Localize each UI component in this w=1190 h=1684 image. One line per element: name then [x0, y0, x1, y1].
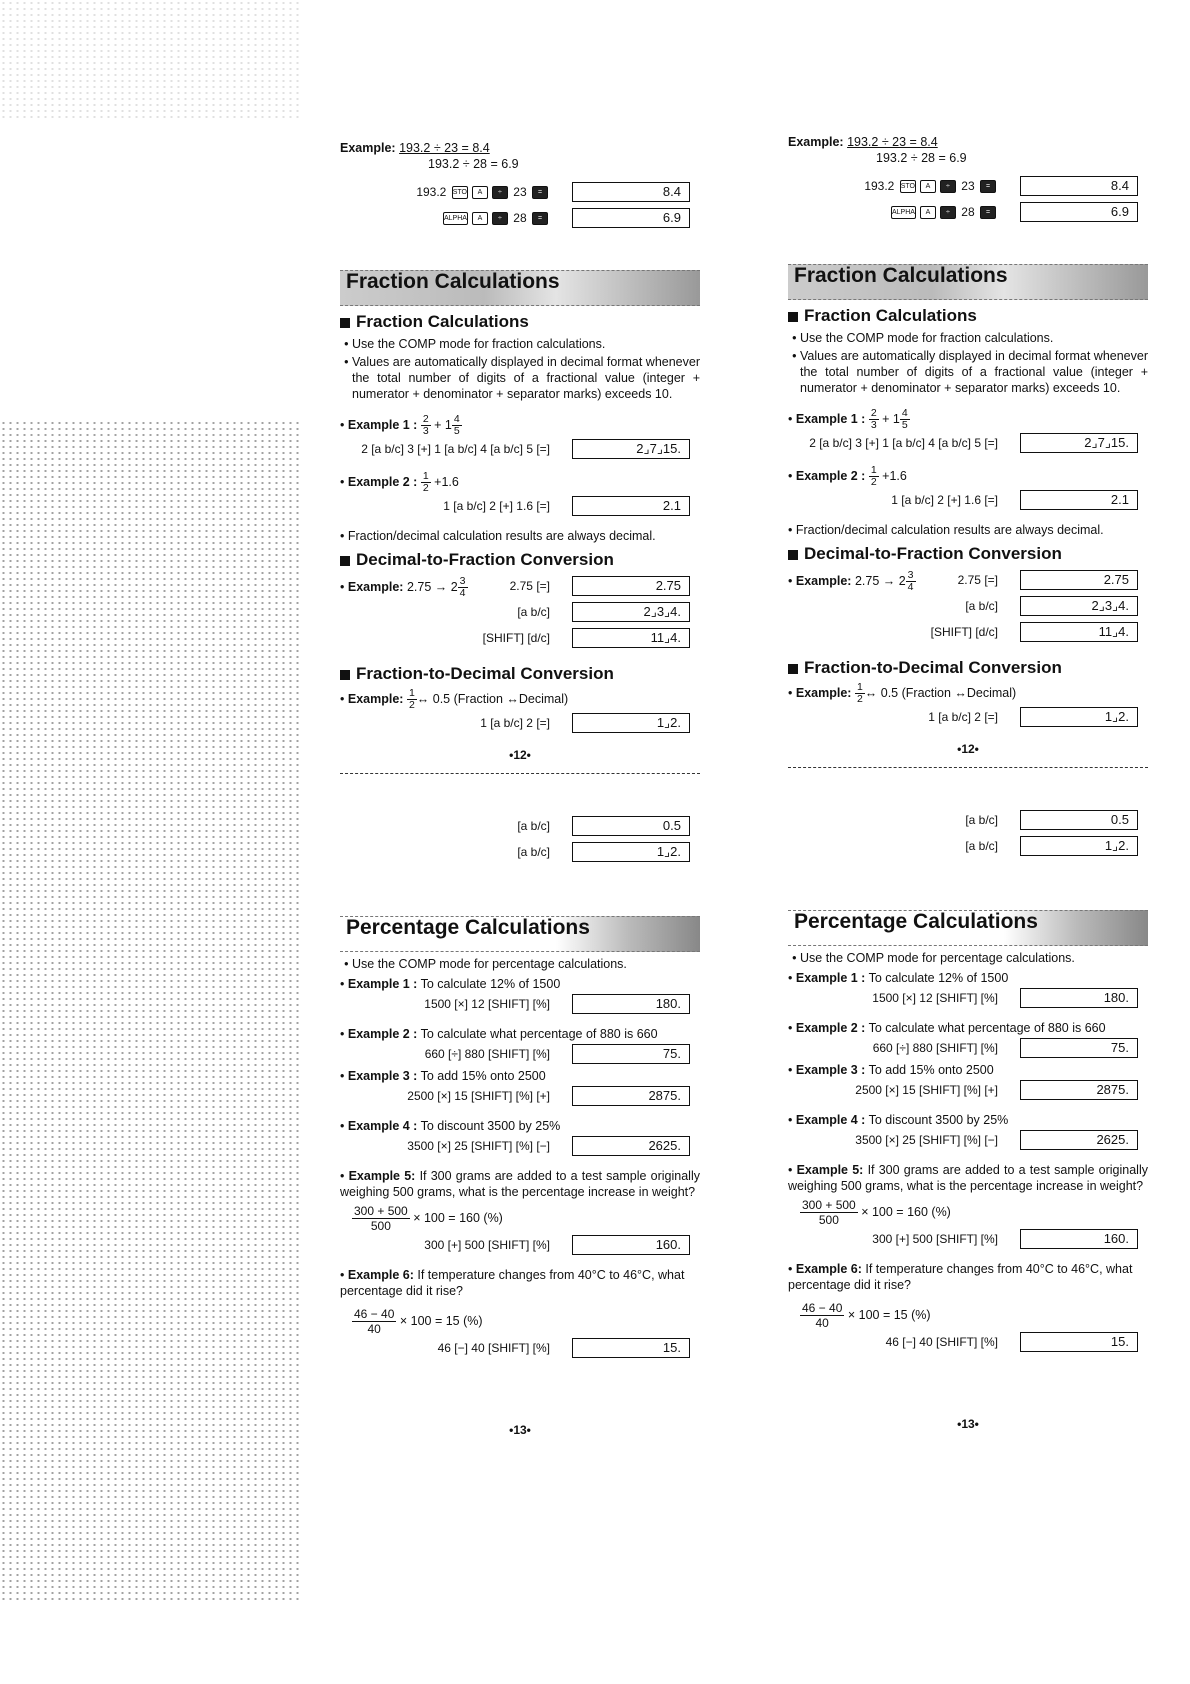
bullet-list [340, 956, 700, 972]
display: 2.1 [1020, 490, 1138, 510]
key-row: [SHIFT] [d/c] 11⌟4. [788, 620, 1148, 646]
key-row: 1 [a b/c] 2 [+] 1.6 [=] 2.1 [788, 488, 1148, 514]
example-1: • Example 1 : $\frac{2}{3}$ + 1 $\frac{4}{5}$ [340, 413, 460, 437]
key-sequence: [a b/c] [517, 845, 550, 859]
key-row [340, 494, 700, 520]
formula: $\frac{46 - 40}{40}$ × 100 = 15 (%) [802, 1301, 931, 1330]
key-row [340, 180, 700, 206]
equals-key: = [980, 180, 996, 193]
key-row: 1500 [×] 12 [SHIFT] [%] 180. [788, 986, 1148, 1012]
top-example: Example: 193.2 ÷ 23 = 8.4 193.2 ÷ 28 = 6.9 193.2 STO A ÷ 23 = 8.4 ALPHA A ÷ 28 = 6.9 [788, 134, 1148, 226]
page-number: •13• [957, 1417, 979, 1431]
display: 160. [572, 1235, 690, 1255]
scan-noise-left [0, 420, 300, 1600]
key-row: 3500 [×] 25 [SHIFT] [%] [−] 2625. [788, 1128, 1148, 1154]
key-row [340, 814, 700, 840]
key-row [340, 1233, 700, 1259]
display: 75. [572, 1044, 690, 1064]
key-sequence: 300 [+] 500 [SHIFT] [%] [424, 1238, 550, 1252]
example-2: • Example 2 : To calculate what percentage of 880 is 660 [340, 1027, 658, 1041]
fraction: $\frac{1}{2}$ [422, 470, 429, 494]
bullet-item: • Use the COMP mode for fraction calculations. [800, 330, 1148, 346]
fraction: $\frac{4}{5}$ [453, 413, 460, 437]
bullet-list [788, 950, 1148, 966]
key-sequence: 2.75 [=] [509, 579, 550, 593]
fraction: $\frac{1}{2}$ [408, 687, 415, 711]
key-sequence: 2 [a b/c] 3 [+] 1 [a b/c] 4 [a b/c] 5 [=] [361, 442, 550, 456]
bullet-item: • Use the COMP mode for percentage calculations. [800, 950, 1148, 966]
key-sequence: [a b/c] [517, 605, 550, 619]
display: 11⌟4. [572, 628, 690, 648]
key-row [340, 626, 700, 652]
page-number: •13• [509, 1423, 531, 1437]
divide-key: ÷ [492, 212, 508, 225]
key-row [340, 600, 700, 626]
display: 0.5 [572, 816, 690, 836]
example-4: • Example 4 : To discount 3500 by 25% [788, 1113, 1009, 1127]
display: 2.75 [1020, 570, 1138, 590]
section-banner: Fraction Calculations [340, 270, 700, 306]
example-label: Example: [340, 141, 396, 155]
display: 2625. [572, 1136, 690, 1156]
example-2: • Example 2 : $\frac{1}{2}$ +1.6 [340, 470, 459, 494]
display: 15. [572, 1338, 690, 1358]
fraction: $\frac{2}{3}$ [422, 413, 429, 437]
section-heading: Decimal-to-Fraction Conversion [340, 552, 700, 568]
key-row: 2 [a b/c] 3 [+] 1 [a b/c] 4 [a b/c] 5 [=] 2⌟7⌟15. [788, 431, 1148, 457]
example-1: • Example 1 : $\frac{2}{3}$ + 1 $\frac{4}{5}$ [788, 407, 908, 431]
divide-key: ÷ [940, 206, 956, 219]
display: 0.5 [1020, 810, 1138, 830]
sto-key: STO [452, 186, 468, 199]
key-sequence: 660 [÷] 880 [SHIFT] [%] [424, 1047, 550, 1061]
key-row [340, 992, 700, 1018]
example-3: • Example 3 : To add 15% onto 2500 [340, 1069, 546, 1083]
key-sequence: 1 [a b/c] 2 [+] 1.6 [=] [443, 499, 550, 513]
display: 180. [572, 994, 690, 1014]
section-heading: Decimal-to-Fraction Conversion [788, 546, 1148, 562]
key-row: 46 [−] 40 [SHIFT] [%] 15. [788, 1330, 1148, 1356]
key-row [340, 840, 700, 866]
key-row: 300 [+] 500 [SHIFT] [%] 160. [788, 1227, 1148, 1253]
section-banner: Fraction Calculations [788, 264, 1148, 300]
example-5: • Example 5: If 300 grams are added to a test sample originally weighing 500 grams, what is the percentage increase in weight? [788, 1163, 1148, 1193]
key-row [340, 1042, 700, 1068]
example-1: • Example 1 : To calculate 12% of 1500 [788, 971, 1009, 985]
display: 11⌟4. [1020, 622, 1138, 642]
divide-key: ÷ [492, 186, 508, 199]
display: 1⌟2. [1020, 707, 1138, 727]
equals-key: = [980, 206, 996, 219]
divide-key: ÷ [940, 180, 956, 193]
display: 2⌟7⌟15. [1020, 433, 1138, 453]
key-sequence: 1 [a b/c] 2 [=] [480, 716, 550, 730]
example-6: • Example 6: If temperature changes from 40°C to 46°C, what percentage did it rise? [788, 1262, 1133, 1292]
a-key: A [472, 212, 488, 225]
key-sequence: [a b/c] [517, 819, 550, 833]
bullet-list [788, 330, 1148, 396]
key-row [340, 437, 700, 463]
page-number: •12• [509, 748, 531, 762]
key-row: • Example: 2.75 → 2 $\frac{3}{4}$ 2.75 [=] 2.75 [788, 568, 1148, 594]
formula: $\frac{300 + 500}{500}$ × 100 = 160 (%) [354, 1204, 503, 1233]
right-column [788, 134, 1148, 1432]
section-heading: Fraction-to-Decimal Conversion [788, 660, 1148, 676]
example-4: • Example 4 : To discount 3500 by 25% [340, 1119, 561, 1133]
bullet-list [340, 336, 700, 402]
key-row [340, 206, 700, 232]
example-2: • Example 2 : $\frac{1}{2}$ +1.6 [788, 464, 907, 488]
key-row: [a b/c] 1⌟2. [788, 834, 1148, 860]
display: 2.75 [572, 576, 690, 596]
example: • Example: $\frac{1}{2}$ ↔ 0.5 (Fraction ↔Decimal) [788, 681, 1017, 705]
example-1: • Example 1 : To calculate 12% of 1500 [340, 977, 561, 991]
section-heading: Fraction Calculations [788, 308, 1148, 324]
display: 1⌟2. [1020, 836, 1138, 856]
example-line-1: 193.2 ÷ 23 = 8.4 [399, 141, 490, 155]
key-row [340, 1134, 700, 1160]
equals-key: = [532, 212, 548, 225]
fraction: $\frac{3}{4}$ [459, 575, 466, 599]
display: 6.9 [1020, 202, 1138, 222]
section-banner: Percentage Calculations [788, 910, 1148, 946]
display: 180. [1020, 988, 1138, 1008]
alpha-key: ALPHA [443, 212, 468, 225]
example: • Example: $\frac{1}{2}$ ↔ 0.5 (Fraction ↔Decimal) [340, 687, 569, 711]
scan-noise-top [0, 0, 300, 120]
key-row [340, 1336, 700, 1362]
display: 2875. [572, 1086, 690, 1106]
display: 2625. [1020, 1130, 1138, 1150]
key-sequence: [SHIFT] [d/c] [482, 631, 550, 645]
key-sequence: 46 [−] 40 [SHIFT] [%] [437, 1341, 550, 1355]
example-3: • Example 3 : To add 15% onto 2500 [788, 1063, 994, 1077]
key-sequence: 193.2 STO A ÷ 23 = [416, 184, 550, 200]
key-row: • Example: 2.75 → 2 $\frac{3}{4}$ 2.75 [=] 2.75 [340, 574, 700, 600]
example-2: • Example 2 : To calculate what percentage of 880 is 660 [788, 1021, 1106, 1035]
display: 2875. [1020, 1080, 1138, 1100]
formula: $\frac{300 + 500}{500}$ × 100 = 160 (%) [802, 1198, 951, 1227]
bullet-item: • Use the COMP mode for fraction calculations. [352, 336, 700, 352]
display: 75. [1020, 1038, 1138, 1058]
alpha-key: ALPHA [891, 206, 916, 219]
key-row: 1 [a b/c] 2 [=] 1⌟2. [788, 705, 1148, 731]
a-key: A [920, 180, 936, 193]
example-line-2: 193.2 ÷ 28 = 6.9 [428, 157, 519, 171]
sto-key: STO [900, 180, 916, 193]
bullet-item: • Values are automatically displayed in decimal format whenever the total number of digits of a fractional value (integer + numerator + denominator + separator marks) exceeds 10. [352, 354, 700, 402]
note: • Fraction/decimal calculation results are always decimal. [340, 529, 656, 543]
a-key: A [920, 206, 936, 219]
key-row: ALPHA A ÷ 28 = 6.9 [788, 200, 1148, 226]
section-heading: Fraction Calculations [340, 314, 700, 330]
key-sequence: 1500 [×] 12 [SHIFT] [%] [424, 997, 550, 1011]
page-number: •12• [957, 742, 979, 756]
left-column [340, 140, 700, 1438]
key-row: 660 [÷] 880 [SHIFT] [%] 75. [788, 1036, 1148, 1062]
display: 160. [1020, 1229, 1138, 1249]
key-row: [a b/c] 0.5 [788, 808, 1148, 834]
display: 8.4 [572, 182, 690, 202]
equals-key: = [532, 186, 548, 199]
display: 2⌟3⌟4. [572, 602, 690, 622]
display: 15. [1020, 1332, 1138, 1352]
display: 2.1 [572, 496, 690, 516]
key-sequence: ALPHA A ÷ 28 = [441, 210, 550, 226]
top-example [340, 140, 700, 232]
key-row: 193.2 STO A ÷ 23 = 8.4 [788, 174, 1148, 200]
bullet-item: • Use the COMP mode for percentage calculations. [352, 956, 700, 972]
note: • Fraction/decimal calculation results are always decimal. [788, 523, 1104, 537]
key-sequence: 3500 [×] 25 [SHIFT] [%] [−] [407, 1139, 550, 1153]
section-heading: Fraction-to-Decimal Conversion [340, 666, 700, 682]
display: 1⌟2. [572, 713, 690, 733]
key-sequence: 2500 [×] 15 [SHIFT] [%] [+] [407, 1089, 550, 1103]
display: 1⌟2. [572, 842, 690, 862]
display: 2⌟3⌟4. [1020, 596, 1138, 616]
display: 6.9 [572, 208, 690, 228]
section-banner: Percentage Calculations [340, 916, 700, 952]
key-row: [a b/c] 2⌟3⌟4. [788, 594, 1148, 620]
display: 2⌟7⌟15. [572, 439, 690, 459]
a-key: A [472, 186, 488, 199]
example-5: • Example 5: If 300 grams are added to a test sample originally weighing 500 grams, what is the percentage increase in weight? [340, 1169, 700, 1199]
key-row [340, 711, 700, 737]
example-6: • Example 6: If temperature changes from 40°C to 46°C, what percentage did it rise? [340, 1268, 685, 1298]
key-row [340, 1084, 700, 1110]
bullet-item: • Values are automatically displayed in decimal format whenever the total number of digits of a fractional value (integer + numerator + denominator + separator marks) exceeds 10. [800, 348, 1148, 396]
key-row: 2500 [×] 15 [SHIFT] [%] [+] 2875. [788, 1078, 1148, 1104]
formula: $\frac{46 - 40}{40}$ × 100 = 15 (%) [354, 1307, 483, 1336]
display: 8.4 [1020, 176, 1138, 196]
